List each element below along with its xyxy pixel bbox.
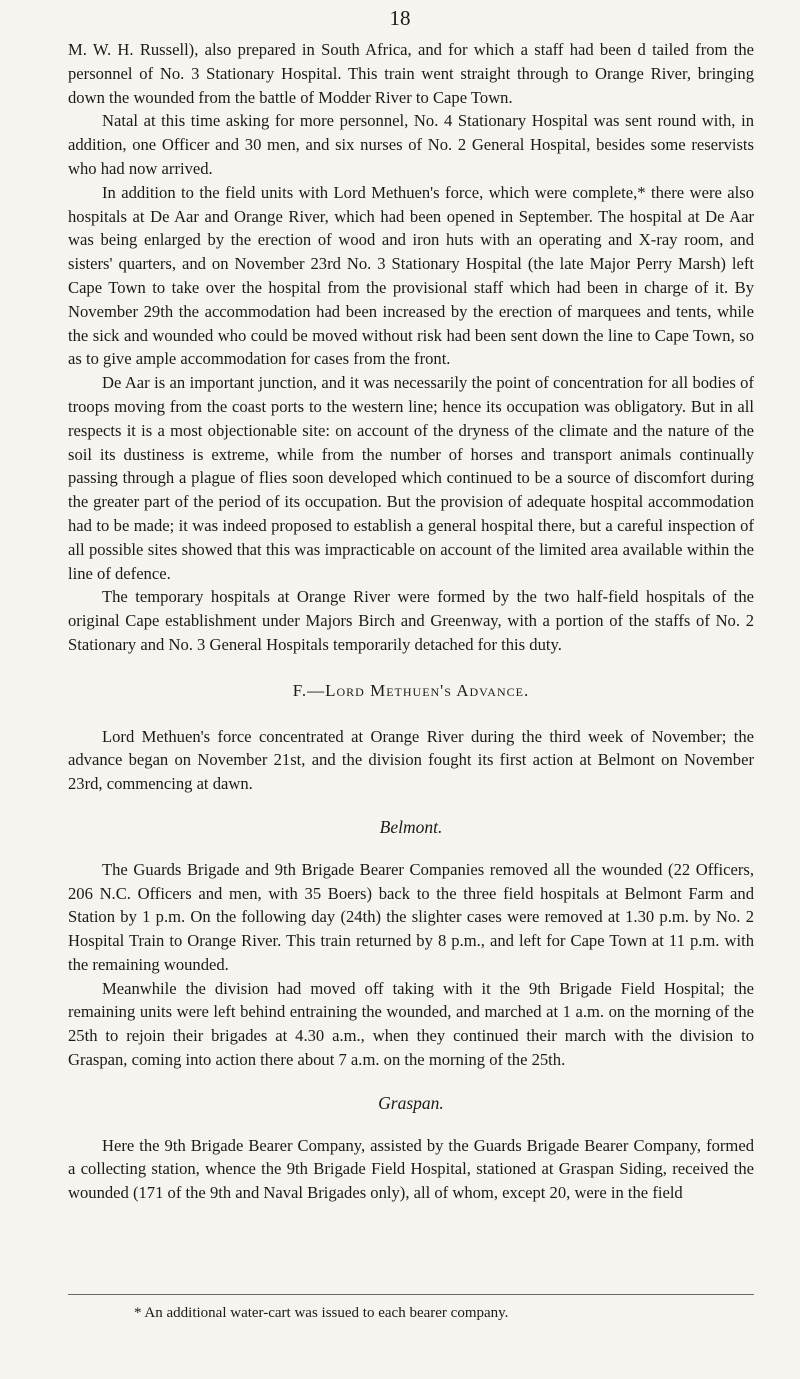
section-heading-title: Lord Methuen's Advance. (325, 680, 530, 700)
paragraph: Meanwhile the division had moved off taking with it the 9th Brigade Field Hospital; the remaining units were left behind entraining the wounded, and marched at 1 a.m. on the morning of the 25th to rejoin their brigades at 4.30 a.m., when they continued their march with the division to Graspan, coming into action there about 7 a.m. on the morning of the 25th. (68, 978, 754, 1070)
subheading-belmont: Belmont. (379, 816, 443, 837)
paragraph: In addition to the field units with Lord Methuen's force, which were complete,* there were also hospitals at De Aar and Orange River, which had been opened in September. The hospital at De Aar was being enlarged by the erection of wood and iron huts with an operating and X-ray room, and sisters' quarters, and on November 23rd No. 3 Stationary Hospital (the late Major Perry Marsh) left Cape Town to take over the hospital from the provisional staff which had been in charge of it. By November 29th the accommodation had been increased by the erection of marquees and tents, while the sick and wounded who could be moved without risk had been sent down the line to Cape Town, so as to give ample accommodation for cases from the front. (68, 182, 754, 369)
footnote: * An additional water-cart was issued to each bearer company. (134, 1305, 509, 1321)
footnote-divider (68, 1294, 754, 1295)
paragraph: Natal at this time asking for more personnel, No. 4 Stationary Hospital was sent round with, in addition, one Officer and 30 men, and six nurses of No. 2 General Hospital, besides some reservists who had now arrived. (68, 111, 754, 178)
section-heading (68, 679, 754, 703)
paragraph: The temporary hospitals at Orange River were formed by the two half-field hospitals of the original Cape establishment under Majors Birch and Greenway, with a portion of the staffs of No. 2 Stationary and No. 3 General Hospitals temporarily detached for this duty. (68, 587, 754, 654)
page-number: 18 (389, 6, 411, 30)
section-heading-prefix: F.— (292, 680, 326, 700)
body-text (68, 38, 754, 1205)
paragraph: The Guards Brigade and 9th Brigade Bearer Companies removed all the wounded (22 Officers, 206 N.C. Officers and men, with 35 Boers) back to the three field hospitals at Belmont Farm and Station by 1 p.m. On the following day (24th) the slighter cases were removed at 1.30 p.m. by No. 2 Hospital Train to Orange River. This train returned by 8 p.m., and left for Cape Town at 11 p.m. with the remaining wounded. (68, 859, 754, 974)
subheading-graspan: Graspan. (378, 1092, 444, 1113)
paragraph: Lord Methuen's force concentrated at Orange River during the third week of November; the advance began on November 21st, and the division fought its first action at Belmont on November 23rd, commencing at dawn. (68, 726, 754, 794)
paragraph: De Aar is an important junction, and it was necessarily the point of concentration for all bodies of troops moving from the coast ports to the western line; hence its occupation was obligatory. But in all respects it is a most objectionable site: on account of the dryness of the climate and the nature of the soil its dustiness is extreme, while from the number of horses and transport animals continually passing through a plague of flies soon developed which continued to be a source of discomfort during the greater part of the period of its occupation. But the provision of adequate hospital accommodation had to be made; it was indeed proposed to establish a general hospital there, but a careful inspection of all possible sites showed that this was impracticable on account of the limited area available within the line of defence. (68, 373, 754, 583)
paragraph: Here the 9th Brigade Bearer Company, assisted by the Guards Brigade Bearer Company, formed a collecting station, whence the 9th Brigade Field Hospital, stationed at Graspan Siding, received the wounded (171 of the 9th and Naval Brigades only), all of whom, except 20, were in the field (68, 1135, 754, 1203)
paragraph: M. W. H. Russell), also prepared in South Africa, and for which a staff had been d tailed from the personnel of No. 3 Stationary Hospital. This train went straight through to Orange River, bringing down the wounded from the battle of Modder River to Cape Town. (68, 40, 754, 107)
